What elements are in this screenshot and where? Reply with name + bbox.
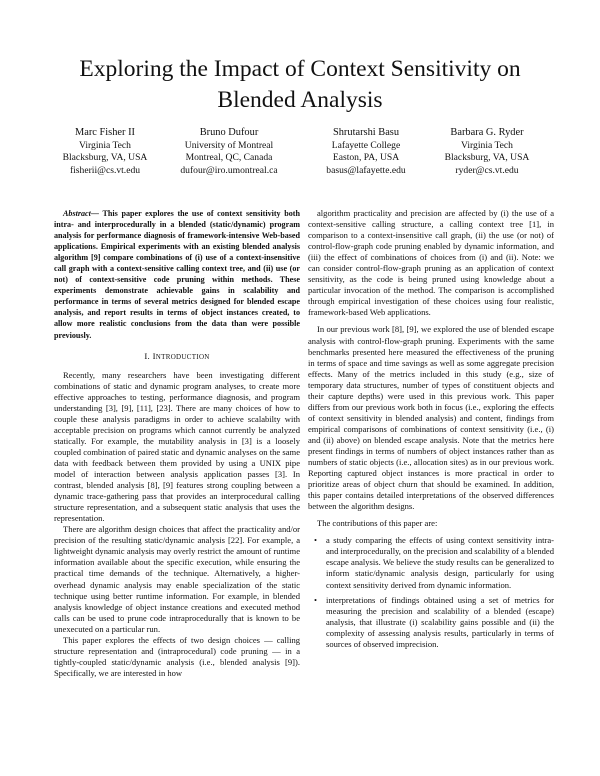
author-affiliation: Virginia Tech [461,139,513,151]
abstract-text: This paper explores the use of context sensitivity both intra- and interprocedurally in a blended (static/dynamic) program analysis for performance diagnosis of framework-intensive Web-based applications. Empirical experiments with an existing blended analysis algorithm [9] compare combinations of (i) use of a context-insensitive call graph with a context-sensitive calling context tree, and (ii) use (or not) of context-sensitive code pruning within methods. These experiments demonstrate achievable gains in scalability and performance in terms of several metrics designed for blended escape analysis, and report results in terms of object instances created, to allow more realistic conclusions from the data than were possible previously. [54,209,300,340]
contributions-list [308,535,554,649]
section-number: I. [144,350,151,361]
author-affiliation: Virginia Tech [79,139,131,151]
author-name: Shrutarshi Basu [332,127,400,138]
section-title-rest: NTRODUCTION [155,352,210,361]
author-location: Blacksburg, VA, USA [62,152,148,164]
author-name: Marc Fisher II [74,127,135,138]
section-heading-introduction [54,351,300,363]
left-column [54,208,300,679]
author-location: Blacksburg, VA, USA [444,152,530,164]
author-location: Montreal, QC, Canada [185,152,273,164]
author-4 [422,127,552,177]
intro-paragraph-5: In our previous work [8], [9], we explored the use of blended escape analysis with control-flow-graph pruning. Experiments with the same benchmarks presented here measured the effectiveness of the pruning in terms of space and time savings as well as some aggregate precision effects. Many of the metrics included in this study (e.g., size of temporary data structures, number of types of constituent objects and their capture depths) were used in this previous work. This paper differs from our previous work both in focus (i.e., exploring the effects of context sensitivity in blended analysis) and content, findings from empirical comparisons of combinations of context sensitivity (i.e., (i) and (ii) above) on blended escape analysis. Note that the metrics here present findings in terms of numbers of object instances rather than as numbers of static objects (i.e., allocation sites) as in our previous work. Reporting captured object instances is more practical in order to prioritize areas of object churn that should be examined. In addition, this paper contains detailed interpretations of the observed differences between the algorithm designs. [308,324,554,512]
paper-title: Exploring the Impact of Context Sensitivity on Blended Analysis [79,56,521,113]
contribution-item: • interpretations of findings obtained using a set of metrics for measuring the precision and scalability of a blended (escape) analysis, that illustrate (i) scalability gains possible and (ii) the complexity of assessing analysis results, particularly in terms of sources of observed imprecision. [326,595,554,650]
author-1 [40,127,170,177]
author-name: Bruno Dufour [199,127,259,138]
intro-paragraph-1: Recently, many researchers have been investigating different combinations of static and dynamic program analyses, to create more effective approaches to testing, performance diagnosis, and program understanding [3], [9], [11], [23]. There are many choices of how to couple these analysis paradigms in order to achieve scalabilty with acceptable precision on programs which cannot currently be analyzed statically. For example, the mutability analysis in [3] is a loosely coupled combination of paired static and dynamic analyses on the same data with feedback between them provided by using a UNIX pipe model of interaction between analysis application passes [3]. In contrast, blended analysis [8], [9] features strong coupling between a dynamic trace-gathering pass that provides an interprocedural calling structure representation, and a subsequent static analysis that uses the representation. [54,369,300,524]
author-email: ryder@cs.vt.edu [455,164,519,176]
author-email: basus@lafayette.edu [326,164,406,176]
right-column [308,208,554,654]
author-email: fisherii@cs.vt.edu [69,164,141,176]
contributions-intro: The contributions of this paper are: [317,518,438,529]
author-3 [301,127,431,177]
intro-paragraph-3: This paper explores the effects of two design choices — calling structure representation and (intraprocedural) code pruning — in a tightly-coupled static/dynamic analysis (i.e., blended analysis [9]). Specifically, we are interested in how [54,634,300,678]
author-name: Barbara G. Ryder [450,127,524,138]
contribution-item: • a study comparing the effects of using context sensitivity intra- and interprocedurally, on the precision and scalability of a blended escape analysis. We believe the study results can be generalized to inform static/dynamic analysis design, particularly for using context sensitivity derived from dynamic information. [326,535,554,590]
author-block [54,127,546,187]
author-email: dufour@iro.umontreal.ca [180,164,278,176]
section-title-initial: I [152,350,156,361]
author-affiliation: University of Montreal [184,139,274,151]
author-affiliation: Lafayette College [331,139,401,151]
intro-paragraph-2: There are algorithm design choices that affect the practicality and/or precision of the resulting static/dynamic analysis [22]. For example, a lightweight dynamic analysis may overly restrict the amount of runtime information available about the specific execution, while ensuring the practical time demands of the technique. Alternatively, a higher-overhead dynamic analysis may enable specialization of the static technique using better runtime information. For example, in blended analysis knowledge of object instance creations and executed method calls can be used to prune code intraprocedurally that is known to be unexecuted on a particular run. [54,524,300,634]
author-2 [164,127,294,177]
intro-paragraph-4: algorithm practicality and precision are affected by (i) the use of a context-sensitive calling structure, a calling context tree [1], in comparison to a context-insensitive call graph, (ii) the use (or not) of control-flow-graph code pruning enabled by dynamic information, and (iii) the effect of combinations of choices from (i) and (ii). Note: we can consider control-flow-graph pruning as an application of context sensitivity, as the code is being pruned using knowledge about a particular invocation of the method. The comparison is accomplished through empirical investigation of these choices using four realistic, framework-based Web applications. [308,208,554,318]
abstract-label: Abstract— [63,209,99,218]
abstract [54,208,300,341]
author-location: Easton, PA, USA [332,152,400,164]
